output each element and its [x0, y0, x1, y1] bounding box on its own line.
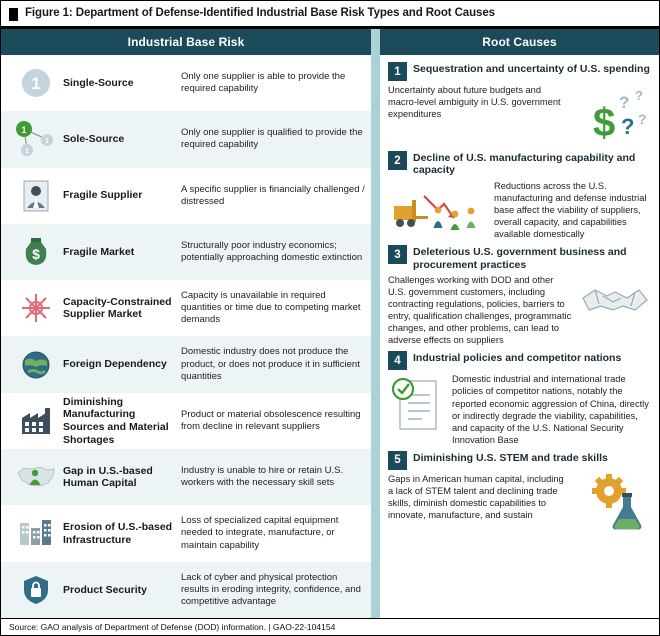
risk-label: Fragile Market — [63, 245, 135, 258]
cause-text: Uncertainty about future budgets and macro-level ambiguity in U.S. government expenditures — [388, 85, 561, 120]
svg-text:1: 1 — [25, 148, 29, 156]
cause-text: Domestic industrial and international trade policies of competitor nations, notably the reported economic aggression of China, directly or indirectly degrade the viability, capabilities, and capacity of the U.S. National Security Innovation Base — [452, 374, 649, 445]
risk-row — [1, 562, 371, 618]
risk-row — [1, 168, 371, 224]
risk-row — [1, 280, 371, 336]
handshake-icon — [579, 274, 651, 328]
risk-description: Domestic industry does not produce the product, or does not produce it in sufficient quantities — [181, 346, 360, 382]
risk-description: Industry is unable to hire or retain U.S. workers with the necessary skill sets — [181, 465, 344, 489]
risk-description: Lack of cyber and physical protection results in eroding integrity, confidence, and competitive advantage — [181, 571, 361, 607]
risk-description: Capacity is unavailable in required quantities or time due to competing market demands — [181, 290, 361, 326]
dollar-question-icon — [575, 84, 651, 146]
risk-description: Only one supplier is able to provide the required capability — [181, 70, 346, 95]
industrial-base-risk-column — [1, 29, 371, 618]
column-divider — [371, 29, 380, 618]
risk-row — [1, 393, 371, 449]
svg-text:$: $ — [32, 246, 40, 263]
svg-text:1: 1 — [31, 74, 41, 94]
cause-number: 5 — [388, 451, 407, 470]
left-column-header: Industrial Base Risk — [1, 29, 371, 55]
risk-row — [1, 224, 371, 280]
cause-title: Industrial policies and competitor nations — [413, 352, 622, 365]
cause-text: Challenges working with DOD and other U.S. government customers, including contracting regulations, policies, barriers to entry, qualification challenges, programmatic changes, and other problems, can lead to adverse effects on suppliers — [388, 274, 572, 346]
risk-label: Single-Source — [63, 76, 134, 89]
cause-item — [388, 151, 651, 240]
risk-row — [1, 111, 371, 167]
title-marker — [9, 8, 18, 21]
checklist-icon — [388, 373, 446, 435]
cause-item — [388, 62, 651, 146]
root-causes-column — [380, 29, 659, 618]
cause-header — [388, 351, 651, 370]
single-source-icon — [9, 66, 63, 100]
cause-body — [388, 373, 651, 445]
svg-text:?: ? — [619, 93, 630, 112]
risk-row — [1, 55, 371, 111]
svg-text:1: 1 — [45, 138, 49, 146]
fragile-supplier-icon — [9, 178, 63, 214]
risk-row — [1, 449, 371, 505]
gear-flask-icon — [575, 473, 651, 533]
risk-description: A specific supplier is financially challenged / distressed — [181, 183, 365, 207]
risk-label: Diminishing Manufacturing Sources and Material Shortages — [63, 395, 169, 446]
risk-label: Fragile Supplier — [63, 189, 143, 202]
cause-header — [388, 62, 651, 81]
cause-header — [388, 451, 651, 470]
risk-label: Erosion of U.S.-based Infrastructure — [63, 520, 173, 546]
cause-number: 2 — [388, 151, 407, 170]
risk-row — [1, 336, 371, 392]
infrastructure-icon — [9, 517, 63, 551]
page-title: Figure 1: Department of Defense-Identified Industrial Base Risk Types and Root Causes — [25, 7, 495, 19]
cause-text: Gaps in American human capital, including a lack of STEM talent and declining trade skills, diminish domestic capabilities to innovate, manufacture, and sustain — [388, 473, 564, 521]
human-capital-icon — [9, 461, 63, 493]
risk-description: Product or material obsolescence resulting from decline in relevant suppliers — [181, 408, 361, 432]
cause-number: 4 — [388, 351, 407, 370]
risk-label: Sole-Source — [63, 133, 125, 146]
risk-description: Only one supplier is qualified to provide the required capability — [181, 127, 363, 151]
sole-source-icon — [9, 119, 63, 159]
risk-label: Product Security — [63, 583, 148, 596]
cause-header — [388, 151, 651, 177]
cause-item — [388, 451, 651, 533]
svg-text:$: $ — [593, 101, 616, 145]
cause-number: 3 — [388, 245, 407, 264]
figure-title-bar — [1, 1, 659, 29]
cause-body — [388, 84, 651, 146]
svg-text:1: 1 — [21, 125, 27, 136]
product-security-icon — [9, 573, 63, 607]
risk-label: Gap in U.S.-based Human Capital — [63, 464, 153, 490]
diminishing-manufacturing-icon — [9, 404, 63, 438]
source-note: Source: GAO analysis of Department of Defense (DOD) information. | GAO-22-104154 — [1, 618, 659, 635]
cause-title: Sequestration and uncertainty of U.S. spending — [413, 63, 650, 75]
foreign-dependency-icon — [9, 348, 63, 382]
cause-item — [388, 245, 651, 346]
cause-header — [388, 245, 651, 271]
risk-row — [1, 505, 371, 561]
right-column-header: Root Causes — [380, 29, 659, 55]
risk-description: Loss of specialized capital equipment needed to integrate, manufacture, or maintain capability — [181, 515, 339, 551]
forklift-workers-icon — [388, 180, 488, 240]
cause-list — [380, 55, 659, 618]
risk-label: Capacity-Constrained Supplier Market — [63, 295, 172, 321]
risk-description: Structurally poor industry economics; potentially approaching domestic extinction — [181, 239, 363, 264]
cause-item — [388, 351, 651, 445]
risk-label: Foreign Dependency — [63, 358, 167, 371]
cause-number: 1 — [388, 62, 407, 81]
risk-list — [1, 55, 371, 618]
figure-body — [1, 29, 659, 618]
cause-body — [388, 274, 651, 346]
svg-text:?: ? — [638, 111, 647, 127]
cause-body — [388, 473, 651, 533]
capacity-constrained-icon — [9, 290, 63, 326]
cause-title: Diminishing U.S. STEM and trade skills — [413, 451, 608, 464]
cause-title: Decline of U.S. manufacturing capability and capacity — [413, 152, 636, 177]
svg-text:?: ? — [621, 114, 635, 139]
svg-text:?: ? — [635, 88, 643, 103]
cause-body — [388, 180, 651, 240]
cause-text: Reductions across the U.S. manufacturing and defense industrial base affect the viability of suppliers, overall capacity, and capabilities available domestically — [494, 180, 647, 240]
cause-title: Deleterious U.S. government business and procurement practices — [413, 246, 627, 271]
fragile-market-icon — [9, 234, 63, 270]
